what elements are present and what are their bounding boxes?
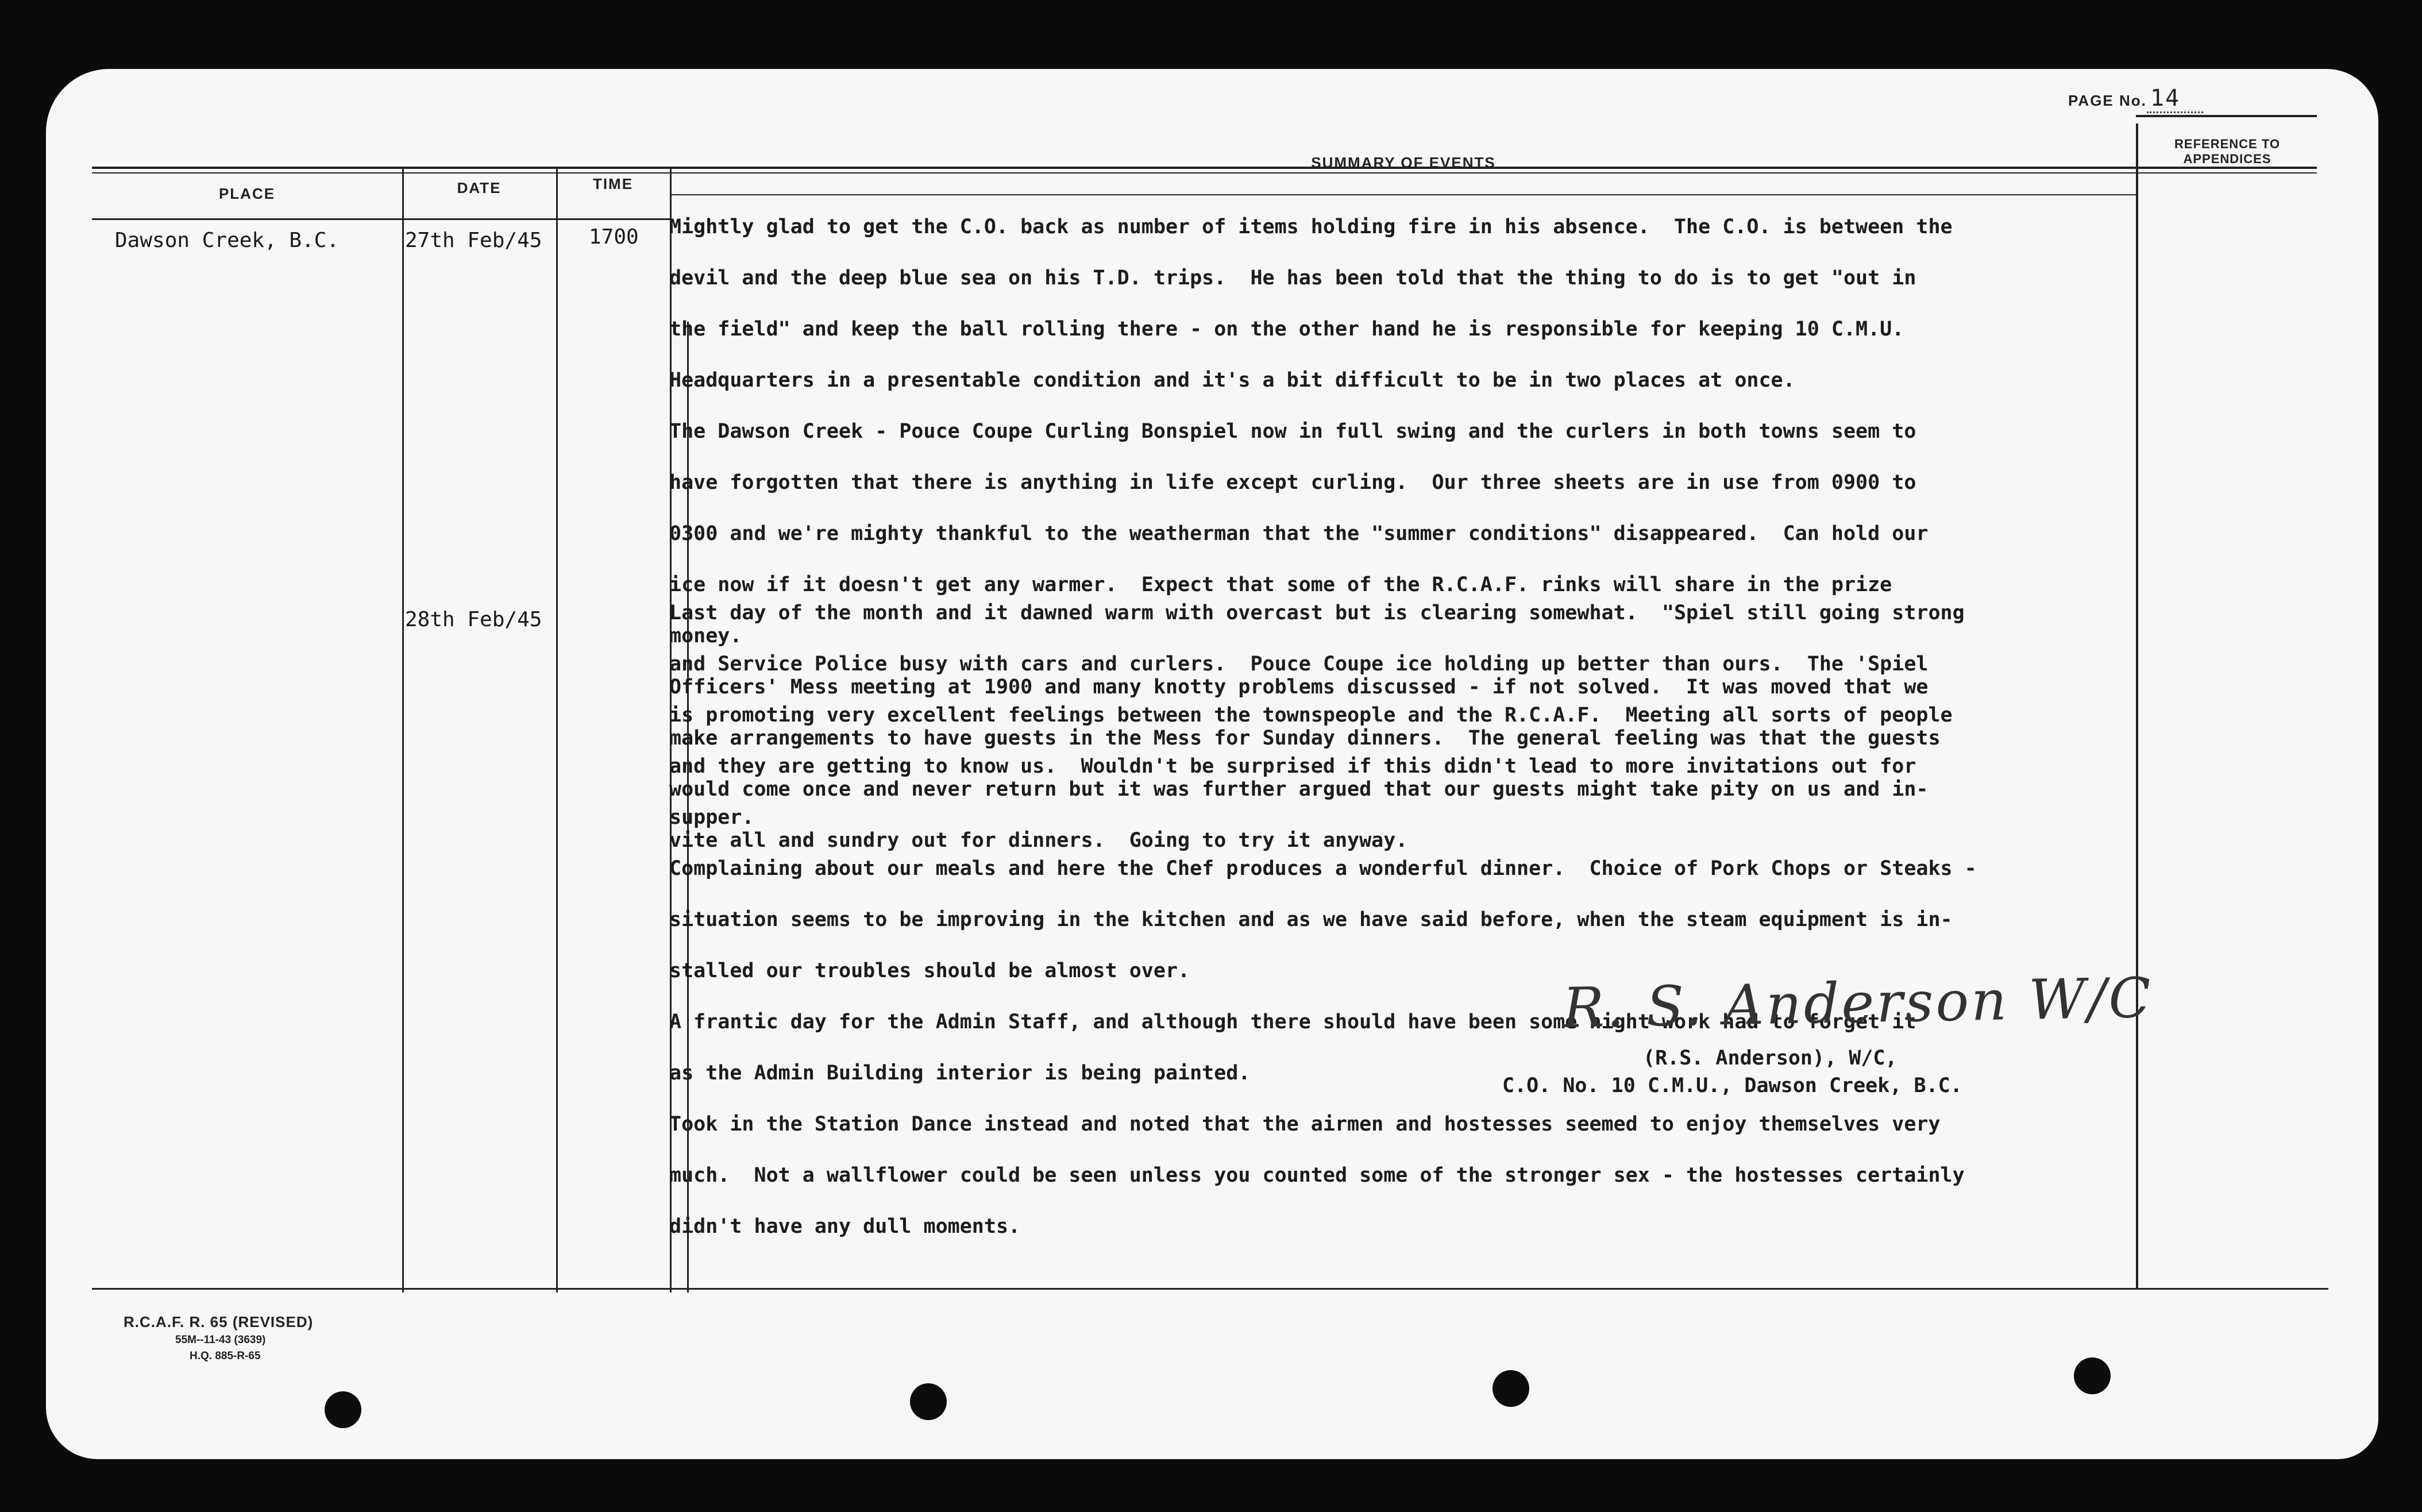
- summary-line: Headquarters in a presentable condition and it's a bit difficult to be in two places at once.: [669, 368, 1795, 392]
- summary-line: the field" and keep the ball rolling there - on the other hand he is responsible for keeping 10 C.M.U.: [669, 317, 1904, 341]
- summary-line: and they are getting to know us. Wouldn't be surprised if this didn't lead to more invitations out for: [669, 754, 1916, 778]
- summary-line: have forgotten that there is anything in life except curling. Our three sheets are in use from 0900 to: [669, 470, 1916, 494]
- time-cell: 1700: [589, 225, 639, 249]
- summary-line: money.: [669, 624, 742, 647]
- binder-hole: [910, 1383, 947, 1420]
- summary-line: didn't have any dull moments.: [669, 1214, 1021, 1238]
- summary-line: make arrangements to have guests in the Mess for Sunday dinners. The general feeling was that the guests: [669, 726, 1941, 750]
- summary-line: Mightly glad to get the C.O. back as number of items holding fire in his absence. The C.O. is between the: [669, 215, 1953, 238]
- handwritten-signature: R. S. Anderson W/C: [1562, 966, 2154, 1040]
- summary-line: 0300 and we're mighty thankful to the weatherman that the "summer conditions" disappeared. Can hold our: [669, 522, 1929, 545]
- bottom-rule: [92, 1288, 2328, 1290]
- summary-line: situation seems to be improving in the kitchen and as we have said before, when the steam equipment is in-: [669, 908, 1953, 931]
- page-number-label: PAGE No.: [2068, 92, 2147, 109]
- top-rule-2: [92, 172, 2317, 173]
- summary-line: A frantic day for the Admin Staff, and although there should have been some night work had to forget it: [669, 1010, 1916, 1033]
- date-cell-28: 28th Feb/45: [405, 608, 542, 631]
- binder-hole: [2074, 1357, 2111, 1394]
- summary-line: would come once and never return but it was further argued that our guests might take pity on us and in-: [669, 777, 1929, 801]
- summary-line: The Dawson Creek - Pouce Coupe Curling Bonspiel now in full swing and the curlers in both towns seem to: [669, 419, 1916, 443]
- page-number: [2068, 85, 2203, 111]
- summary-line: vite all and sundry out for dinners. Going to try it anyway.: [669, 828, 1408, 852]
- summary-line: and Service Police busy with cars and curlers. Pouce Coupe ice holding up better than ours. The 'Spiel: [669, 652, 1929, 676]
- form-hq-code: H.Q. 885-R-65: [190, 1350, 261, 1362]
- time-header: TIME: [592, 175, 634, 192]
- right-top-rule: [2136, 115, 2317, 117]
- summary-header: SUMMARY OF EVENTS: [1311, 154, 1496, 171]
- header-bottom-rule: [92, 218, 671, 220]
- summary-line: is promoting very excellent feelings between the townspeople and the R.C.A.F. Meeting all sorts of people: [669, 703, 1953, 727]
- signature-title: C.O. No. 10 C.M.U., Dawson Creek, B.C.: [1502, 1074, 1962, 1097]
- summary-line: ice now if it doesn't get any warmer. Expect that some of the R.C.A.F. rinks will share in the prize: [669, 573, 1892, 596]
- place-column-divider: [402, 167, 404, 1293]
- summary-line: devil and the deep blue sea on his T.D. trips. He has been told that the thing to do is to get "out in: [669, 266, 1916, 290]
- summary-line: Last day of the month and it dawned warm with overcast but is clearing somewhat. "Spiel still going strong: [669, 601, 1965, 624]
- date-header: DATE: [457, 179, 502, 196]
- summary-line: much. Not a wallflower could be seen unless you counted some of the stronger sex - the hostesses certainly: [669, 1163, 1965, 1187]
- summary-line: Took in the Station Dance instead and noted that the airmen and hostesses seemed to enjoy themselves very: [669, 1112, 1941, 1136]
- summary-line: stalled our troubles should be almost over.: [669, 959, 1190, 982]
- summary-line: supper.: [669, 805, 754, 829]
- form-print-code: 55M--11-43 (3639): [175, 1334, 266, 1346]
- binder-hole: [325, 1391, 361, 1428]
- form-number: R.C.A.F. R. 65 (REVISED): [124, 1313, 314, 1330]
- summary-line: as the Admin Building interior is being painted.: [669, 1061, 1251, 1085]
- summary-events-text-28: [669, 574, 2157, 1265]
- binder-hole: [1492, 1370, 1529, 1407]
- signature-name: (R.S. Anderson), W/C,: [1643, 1047, 1898, 1070]
- summary-line: Complaining about our meals and here the Chef produces a wonderful dinner. Choice of Pork Chops or Steaks -: [669, 857, 1977, 880]
- page-number-value: 14: [2147, 85, 2203, 113]
- place-cell: Dawson Creek, B.C.: [115, 229, 340, 252]
- reference-header: REFERENCE TO APPENDICES: [2174, 137, 2280, 166]
- place-header: PLACE: [218, 185, 276, 202]
- summary-line: Officers' Mess meeting at 1900 and many knotty problems discussed - if not solved. It was moved that we: [669, 675, 1929, 699]
- date-cell-27: 27th Feb/45: [405, 229, 542, 252]
- date-column-divider: [556, 167, 558, 1293]
